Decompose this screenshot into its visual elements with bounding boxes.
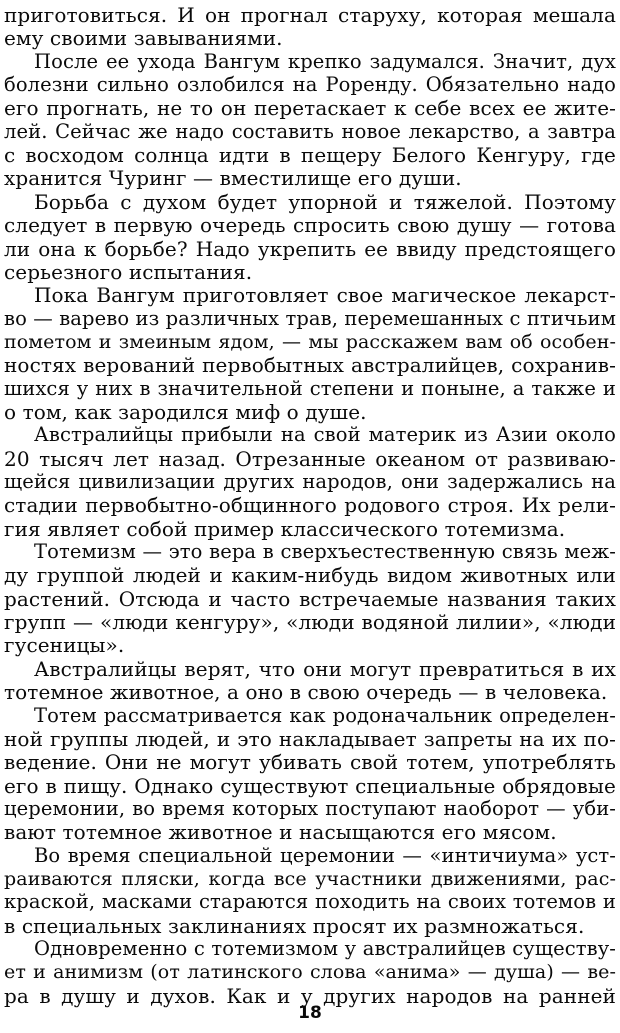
text-line: ра в душу и духов. Как и у других народов на ранней: [4, 983, 616, 1008]
text-line: раиваются пляски, когда все участники движениями, рас-: [4, 867, 616, 890]
text-line: лей. Сейчас же надо составить новое лекарство, а завтра: [4, 119, 616, 143]
text-line: краской, масками стараются походить на своих тотемов и: [4, 890, 616, 914]
text-line: с восходом солнца идти в пещеру Белого Кенгуру, где: [4, 143, 616, 168]
text-line: следует в первую очередь спросить свою душу — готова: [4, 213, 616, 238]
text-line: щейся цивилизации других народов, они задержались на: [4, 470, 616, 493]
text-line: о том, как зародился миф о душе.: [4, 399, 367, 424]
text-line: тотемное животное, а оно в свою очередь — в человека.: [4, 680, 608, 705]
text-line: ду группой людей и каким-нибудь видом животных или: [4, 563, 616, 588]
text-line: Одновременно с тотемизмом у австралийцев существу-: [34, 937, 616, 960]
text-line: После ее ухода Вангум крепко задумался. Значит, дух: [34, 49, 616, 73]
text-line: растений. Отсюда и часто встречаемые названия таких: [4, 586, 616, 611]
text-line: групп — «люди кенгуру», «люди водяной лилии», «люди: [4, 610, 616, 635]
text-line: ной группы людей, и это накладывает запреты на их по-: [4, 726, 616, 751]
text-line: церемонии, во время которых поступают наоборот — уби-: [4, 796, 616, 820]
text-line: ностях верований первобытных австралийцев, сохранив-: [4, 353, 616, 378]
text-line: его прогнать, не то он перетаскает к себе всех ее жите-: [4, 96, 616, 121]
text-line: ет и анимизм (от латинского слова «анима» — душа) — ве-: [4, 961, 616, 984]
text-line: хранится Чуринг — вместилище его души.: [4, 166, 462, 191]
text-line: Борьба с духом будет упорной и тяжелой. Поэтому: [34, 189, 616, 214]
text-line: Пока Вангум приготовляет свое магическое лекарст-: [34, 283, 616, 308]
text-line: его в пищу. Однако существуют специальные обрядовые: [4, 773, 616, 798]
text-line: стадии первобытно-общинного родового строя. Их рели-: [4, 493, 616, 518]
text-line: Австралийцы верят, что они могут превратиться в их: [34, 656, 616, 681]
text-line: ему своими завываниями.: [4, 26, 283, 51]
text-line: Австралийцы прибыли на свой материк из Азии около: [34, 423, 616, 447]
text-line: 20 тысяч лет назад. Отрезанные океаном от развиваю-: [4, 446, 616, 471]
text-line: ведение. Они не могут убивать свой тотем, употреблять: [4, 750, 616, 775]
text-line: вают тотемное животное и насыщаются его мясом.: [4, 820, 557, 845]
text-line: пометом и змеиным ядом, — мы расскажем вам об особен-: [4, 330, 616, 353]
text-line: гия являет собой пример классического тотемизма.: [4, 516, 566, 541]
text-line: гусеницы».: [4, 633, 125, 658]
text-line: Тотем рассматривается как родоначальник определен-: [34, 703, 616, 727]
text-line: серьезного испытания.: [4, 259, 253, 284]
text-line: шихся у них в значительной степени и поныне, а также и: [4, 376, 616, 400]
text-line: Во время специальной церемонии — «интичиума» уст-: [34, 843, 616, 867]
text-line: болезни сильно озлобился на Роренду. Обязательно надо: [4, 73, 616, 97]
text-line: приготовиться. И он прогнал старуху, которая мешала: [4, 3, 616, 27]
text-line: ли она к борьбе? Надо укрепить ее ввиду предстоящего: [4, 236, 616, 261]
text-line: в специальных заклинаниях просят их размножаться.: [4, 913, 585, 938]
text-line: во — варево из различных трав, перемешанных с птичьим: [4, 306, 616, 330]
text-line: Тотемизм — это вера в сверхъестественную связь меж-: [34, 540, 616, 564]
page-number: 18: [298, 1003, 322, 1023]
